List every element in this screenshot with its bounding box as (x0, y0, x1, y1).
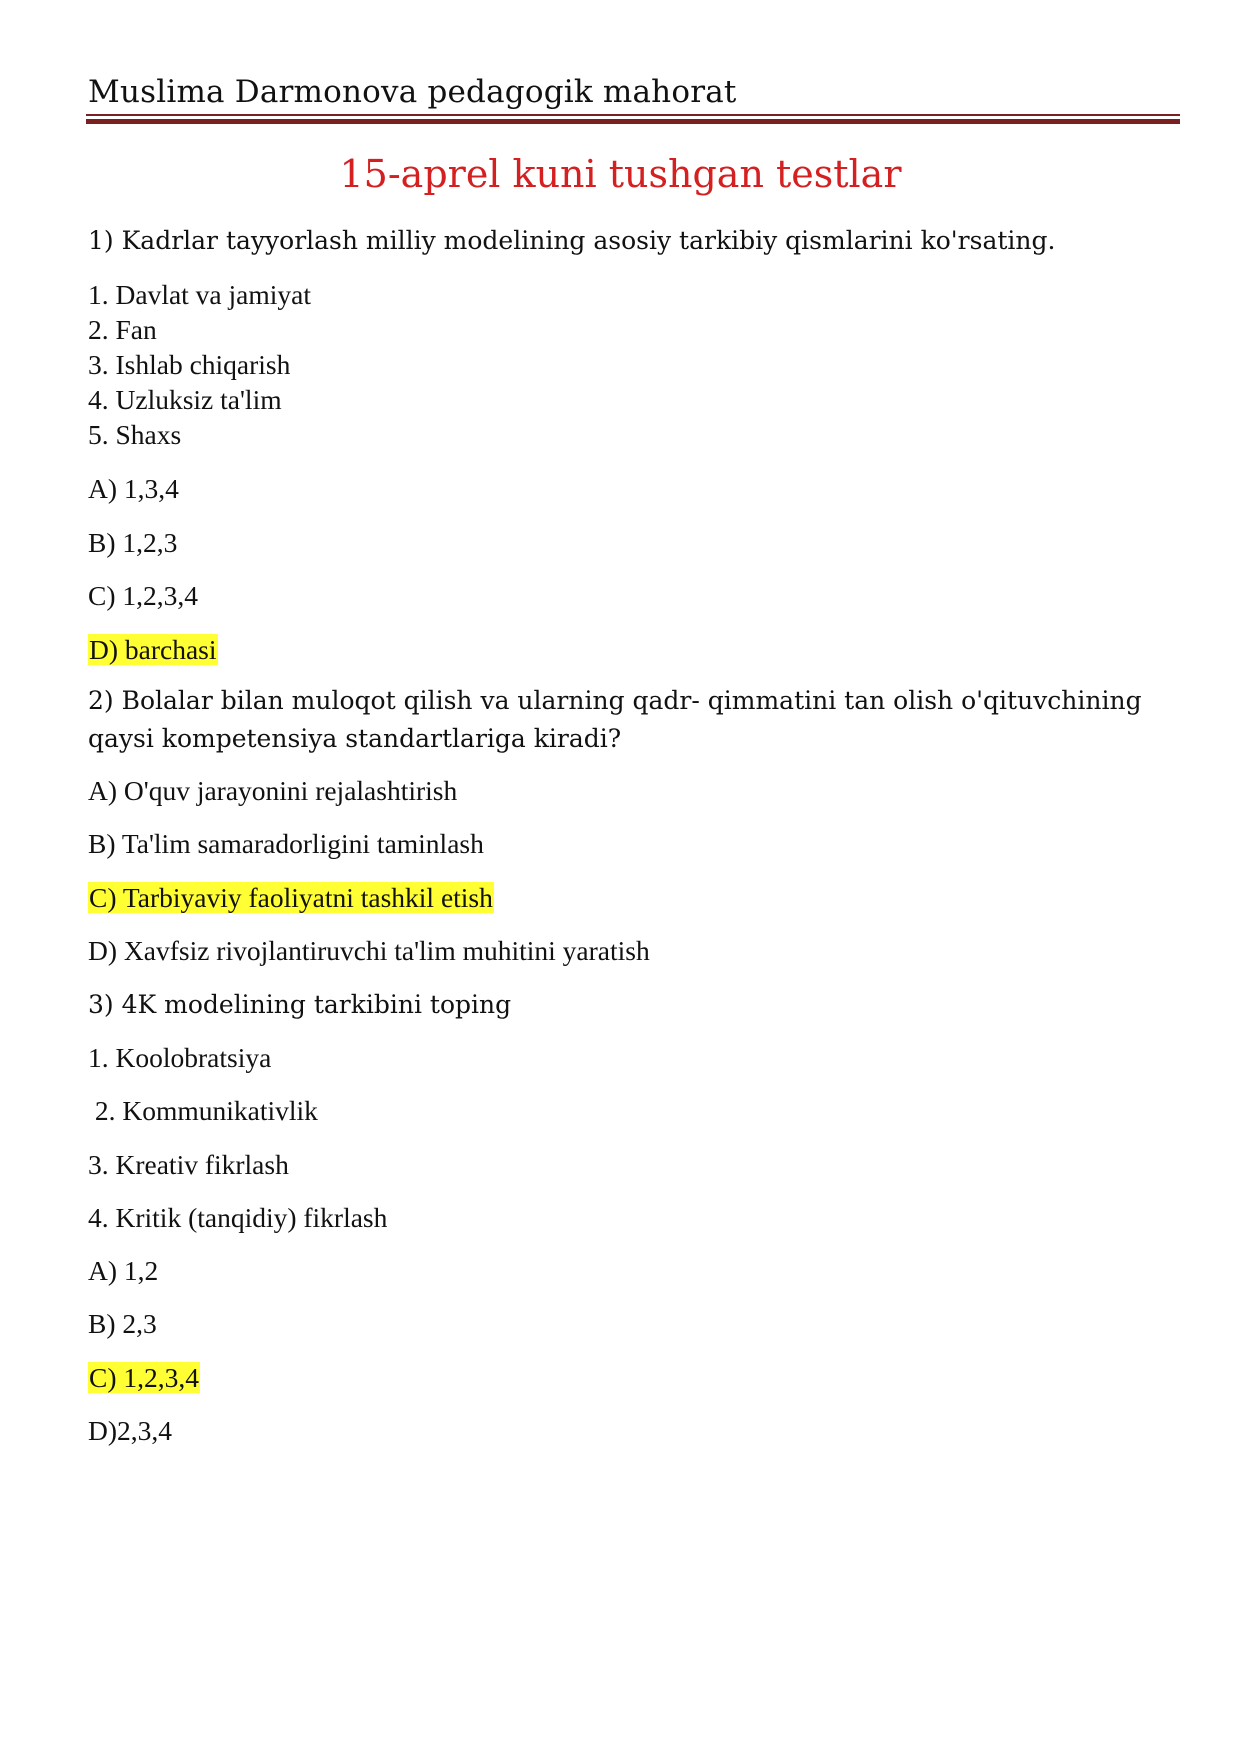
question-3-item: 1. Koolobratsiya (88, 1042, 272, 1073)
header-divider-thin (86, 114, 1180, 116)
question-1-item: 4. Uzluksiz ta'lim (88, 384, 282, 415)
question-3-correct-option (88, 1361, 200, 1395)
question-1-text: 1) Kadrlar tayyorlash milliy modelining asosiy tarkibiy qismlarini ko'rsating. (88, 226, 1056, 255)
question-2-text: 2) Bolalar bilan muloqot qilish va ularning qadr- qimmatini tan olish o'qituvchining qaysi kompetensiya standartlariga kiradi? (88, 686, 1142, 753)
question-1-item: 1. Davlat va jamiyat (88, 279, 311, 310)
question-3-item: 2. Kommunikativlik (88, 1095, 318, 1126)
question-1-option-c: C) 1,2,3,4 (88, 580, 198, 611)
question-1-option-b: B) 1,2,3 (88, 527, 178, 558)
question-2-option-b: B) Ta'lim samaradorligini taminlash (88, 828, 484, 859)
question-2-correct-option (88, 881, 494, 915)
question-3-item: 4. Kritik (tanqidiy) fikrlash (88, 1202, 388, 1233)
question-2-option-d: D) Xavfsiz rivojlantiruvchi ta'lim muhitini yaratish (88, 935, 650, 966)
answer-highlight: C) Tarbiyaviy faoliyatni tashkil etish (89, 882, 493, 913)
page-header: Muslima Darmonova pedagogik mahorat (88, 74, 737, 110)
question-1-item: 2. Fan (88, 314, 157, 345)
question-1-item: 3. Ishlab chiqarish (88, 349, 291, 380)
question-1-option-a: A) 1,3,4 (88, 473, 179, 504)
header-divider-thick (86, 119, 1180, 124)
question-2-option-a: A) O'quv jarayonini rejalashtirish (88, 775, 458, 806)
answer-highlight: D) barchasi (89, 634, 217, 665)
question-3-option-d: D)2,3,4 (88, 1415, 173, 1446)
question-3-text: 3) 4K modelining tarkibini toping (88, 990, 512, 1019)
question-3-item: 3. Kreativ fikrlash (88, 1149, 289, 1180)
question-3-option-b: B) 2,3 (88, 1308, 157, 1339)
question-1-item: 5. Shaxs (88, 419, 182, 450)
answer-highlight: C) 1,2,3,4 (89, 1362, 199, 1393)
question-1-correct-option (88, 633, 218, 667)
question-3-option-a: A) 1,2 (88, 1255, 159, 1286)
document-title: 15-aprel kuni tushgan testlar (339, 152, 902, 196)
